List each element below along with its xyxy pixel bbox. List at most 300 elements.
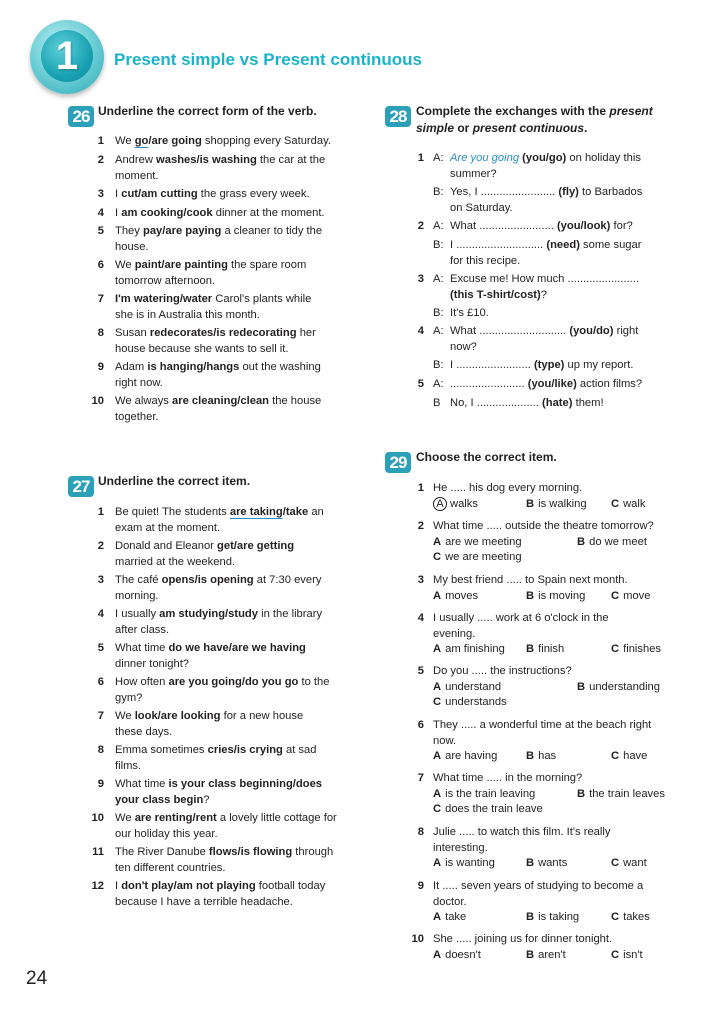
item-number: 2 [97,154,104,166]
text-segment: are cleaning/clean [172,395,270,407]
text-segment: tomorrow afternoon. [115,274,216,287]
exchange-text-cont [450,254,520,270]
text-segment: opens/is opening [161,574,254,586]
option-text: doesn't [445,948,481,961]
text-segment: are renting/rent [134,812,217,824]
text-segment: go [134,135,149,147]
text-segment: in the library [258,608,323,620]
item-number: 1 [97,135,104,147]
option-a [433,749,497,765]
item-text [115,845,333,861]
text-segment: redecorates/is redecorating [149,327,297,339]
option-c [611,948,643,964]
item-number: 2 [97,540,104,552]
exercise-28-badge: 28 [385,106,411,127]
option-text: takes [623,911,650,924]
exchange-text [450,377,642,393]
option-text: is walking [538,497,587,510]
option-text: moves [445,589,479,602]
option-text: is moving [538,589,586,602]
text-segment: (fly) [558,186,579,198]
text-segment: are you going/do you go [168,676,299,688]
option-c [611,642,661,658]
item-text-cont [115,376,163,392]
option-letter: C [611,948,620,961]
option-letter: C [433,551,442,564]
option-letter: B [526,857,535,870]
text-segment: through [292,846,334,858]
exercise-27-badge: 27 [68,476,94,497]
text-segment: are taking [229,506,283,518]
text-segment: The River Danube [115,846,209,858]
text-segment: shopping every Saturday. [201,135,331,147]
text-segment: at 7:30 every [253,574,322,586]
item-text-cont [115,725,172,741]
option-letter: A [433,948,442,961]
speaker: A: [433,273,444,285]
option-c [433,802,543,818]
question-text: doctor. [433,895,467,908]
item-number: 4 [417,325,424,337]
text-segment: summer? [450,167,497,180]
option-b [577,680,660,696]
item-number: 1 [417,482,424,494]
option-letter: B [526,948,535,961]
speaker: A: [433,325,444,337]
item-text-cont [115,274,215,290]
text-segment: How often [115,676,169,688]
text-segment: is hanging/hangs [147,361,240,373]
text-segment: house. [115,240,149,253]
option-letter: C [611,643,620,656]
text-segment: moment. [115,169,159,182]
text-segment: Susan [115,327,150,339]
speaker: B [433,397,441,409]
text-segment: on holiday this [566,152,641,164]
option-b [526,589,585,605]
text-segment: she is in Australia this month. [115,308,260,321]
item-text [115,394,321,410]
option-text: understands [445,696,507,709]
item-number: 3 [417,273,424,285]
text-segment: house because she wants to sell it. [115,342,289,355]
text-segment: these days. [115,725,173,738]
option-text: has [538,750,557,763]
text-segment: now? [450,340,477,353]
text-segment: Adam [115,361,148,373]
item-text-cont [115,308,260,324]
option-text: am finishing [445,643,505,656]
item-number: 5 [97,642,104,654]
text-segment: her [296,327,316,339]
text-segment: We [115,259,135,271]
item-number: 6 [97,259,104,271]
option-letter: B [526,643,535,656]
option-a [433,642,505,658]
option-letter: C [433,696,442,709]
item-text [115,153,325,169]
exchange-text [450,396,604,412]
option-b [526,948,566,964]
option-letter: C [611,857,620,870]
option-b [526,910,579,926]
text-segment: It's £10. [450,307,489,319]
text-segment: washes/is washing [156,154,257,166]
text-segment: action films? [576,378,643,390]
text-segment: don't play/am not playing [121,880,256,892]
option-letter: A [433,750,442,763]
text-segment: a cleaner to tidy the [221,225,323,237]
text-segment: We always [115,395,172,407]
text-segment: am cooking/cook [121,207,213,219]
item-text [115,641,306,657]
item-number: 3 [417,574,424,586]
item-number: 7 [417,772,424,784]
option-b [526,749,556,765]
speaker: B: [433,186,444,198]
text-segment: married at the weekend. [115,555,236,568]
option-letter: A [433,787,442,800]
option-letter: B [577,680,586,693]
item-number: 1 [417,152,424,164]
text-segment: because I have a terrible headache. [115,895,293,908]
option-text: are we meeting [445,535,522,548]
option-text: understand [445,680,502,693]
option-text: finish [538,643,565,656]
exchange-text-cont [450,340,477,356]
option-b [526,497,587,513]
option-a [433,589,478,605]
item-number: 4 [97,207,104,219]
text-segment: Carol's plants while [212,293,312,305]
text-segment: the car at the [256,154,326,166]
option-letter: B [526,497,535,510]
text-segment: What ............................ [450,325,570,337]
option-letter: A [433,857,442,870]
text-segment: the grass every week. [197,188,310,200]
item-number: 3 [97,188,104,200]
exchange-text [450,238,641,254]
item-number: 7 [97,710,104,722]
option-text: is wanting [445,857,495,870]
option-a [433,497,478,513]
item-number: 10 [91,395,104,407]
option-letter: A [433,535,442,548]
item-number: 1 [97,506,104,518]
text-segment: (need) [546,239,580,251]
item-text [115,743,316,759]
text-segment: get/are getting [217,540,295,552]
option-letter: C [611,750,620,763]
item-number: 9 [417,880,424,892]
text-segment: Excuse me! How much ....................... [450,273,639,285]
option-c [433,695,507,711]
item-number: 2 [417,520,424,532]
item-text-cont [115,169,159,185]
text-segment: The café [115,574,162,586]
item-number: 3 [97,574,104,586]
option-text: is taking [538,911,580,924]
item-number: 6 [97,676,104,688]
text-segment: out the washing [239,361,321,373]
option-letter: B [577,787,586,800]
exchange-text [450,272,639,288]
question-text: evening. [433,627,476,640]
option-letter: C [611,589,620,602]
text-segment: What time [115,642,169,654]
exchange-text-cont [450,288,547,304]
text-segment: Andrew [115,154,157,166]
item-number: 8 [417,826,424,838]
item-number: 5 [417,665,424,677]
exchange-text [450,185,642,201]
text-segment: Be quiet! The students [115,506,230,518]
text-segment: I [115,880,122,892]
item-text-cont [115,410,159,426]
option-c [611,856,647,872]
exercise-28-instruction [416,103,686,137]
item-number: 11 [92,846,104,858]
option-c [433,550,522,566]
text-segment: /are going [148,135,202,147]
question-text: What time ..... outside the theatre tomorrow? [433,520,654,532]
exchange-text [450,358,633,374]
unit-badge-inner [41,30,93,82]
text-segment: dinner at the moment. [212,207,325,219]
option-text: aren't [538,948,566,961]
option-letter: B [577,535,586,548]
option-c [611,589,650,605]
item-number: 8 [97,327,104,339]
text-segment: Yes, I ........................ [450,186,559,198]
text-segment: What time [115,778,169,790]
ex28-instr-e: present continuous [472,121,585,135]
option-text: walks [450,497,478,510]
unit-badge [30,20,104,94]
text-segment: to Barbados [578,186,643,198]
item-text-cont [115,589,159,605]
option-text: do we meet [589,535,647,548]
item-text [115,360,321,376]
text-segment: gym? [115,691,143,704]
question-text: They ..... a wonderful time at the beach right [433,719,652,731]
text-segment: (you/go) [522,152,567,164]
text-segment: What ........................ [450,220,557,232]
item-text-cont [115,691,142,707]
text-segment: them! [572,397,604,409]
text-segment: a lovely little cottage for [216,812,337,824]
text-segment: Donald and Eleanor [115,540,218,552]
option-text: understanding [589,680,661,693]
item-text-cont [115,895,293,911]
text-segment: for this recipe. [450,254,521,267]
text-segment: (you/look) [556,220,611,232]
circled-answer-letter: A [433,497,447,511]
option-text: have [623,750,648,763]
text-segment: your class begin [115,793,204,806]
item-number: 10 [411,933,424,945]
text-segment: They [115,225,143,237]
option-letter: A [433,643,442,656]
text-segment: dinner tonight? [115,657,190,670]
text-segment: the house [269,395,322,407]
option-text: wants [538,857,568,870]
ex28-instr-c: simple [416,121,455,135]
text-segment: I [115,207,122,219]
option-letter: B [526,750,535,763]
option-a [433,856,495,872]
exchange-text [450,151,641,167]
text-segment: right [613,325,639,337]
text-segment: the spare room [227,259,307,271]
option-letter: A [433,911,442,924]
item-number: 2 [417,220,424,232]
item-text [115,607,322,623]
option-letter: B [526,911,535,924]
item-text [115,573,321,589]
speaker: A: [433,220,444,232]
exchange-text-cont [450,167,497,183]
item-number: 9 [97,778,104,790]
text-segment: do we have/are we having [168,642,306,654]
item-text-cont [115,793,210,809]
exercise-26-instruction: Underline the correct form of the verb. [98,104,317,118]
option-c [611,749,647,765]
question-text: interesting. [433,841,488,854]
option-a [433,535,522,551]
item-text [115,675,330,691]
item-text-cont [115,861,226,877]
exchange-text [450,306,489,322]
text-segment: (this T-shirt/cost) [450,288,541,301]
page-title: Present simple vs Present continuous [114,50,422,69]
exchange-text-cont [450,201,513,217]
speaker: B: [433,359,444,371]
text-segment: films. [115,759,142,772]
question-text: She ..... joining us for dinner tonight. [433,933,613,945]
item-number: 9 [97,361,104,373]
text-segment: We [115,812,135,824]
text-segment: exam at the moment. [115,521,221,534]
text-segment: ten different countries. [115,861,226,874]
option-letter: B [526,589,535,602]
item-number: 5 [417,378,424,390]
item-text-cont [115,555,235,571]
item-text-cont [115,240,149,256]
option-a [433,948,481,964]
text-segment: to the [298,676,330,688]
page-number: 24 [26,968,48,989]
text-segment: for a new house [220,710,304,722]
text-segment: together. [115,410,159,423]
option-b [577,787,665,803]
item-text [115,539,294,555]
item-text-cont [115,521,220,537]
item-text-cont [115,657,189,673]
option-letter: A [433,680,442,693]
item-number: 5 [97,225,104,237]
unit-number: 1 [55,34,79,78]
text-segment: ? [203,793,210,806]
option-b [526,856,567,872]
option-letter: C [611,911,620,924]
text-segment: (hate) [542,397,573,409]
option-text: the train leaves [589,787,665,800]
text-segment: some sugar [579,239,642,251]
text-segment: is your class beginning/does [168,778,323,790]
question-text: Julie ..... to watch this film. It's really [433,826,611,838]
item-text [115,292,311,308]
text-segment: Emma sometimes [115,744,208,756]
option-a [433,910,466,926]
text-segment: cut/am cutting [121,188,198,200]
item-text [115,505,324,521]
text-segment: Are you going [450,152,520,164]
text-segment: I ........................ [450,359,534,371]
item-text [115,811,337,827]
text-segment: /take [282,506,309,518]
ex28-instr-d: or [454,121,473,135]
option-letter: A [433,589,442,602]
text-segment: after class. [115,623,170,636]
text-segment: I [115,188,122,200]
item-number: 6 [417,719,424,731]
text-segment: for? [610,220,633,232]
ex28-instr-a: Complete the exchanges with the [416,104,610,118]
question-text: It ..... seven years of studying to become a [433,880,644,892]
option-letter: C [433,803,442,816]
text-segment: at sad [282,744,317,756]
text-segment: pay/are paying [142,225,222,237]
text-segment: up my report. [564,359,634,371]
option-text: walk [623,497,646,510]
option-c [611,497,645,513]
option-text: isn't [623,948,643,961]
item-text [115,879,325,895]
text-segment: an [308,506,324,518]
option-letter: C [611,497,620,510]
text-segment: I ............................ [450,239,547,251]
ex28-instr-f: . [584,121,588,135]
text-segment: right now. [115,376,163,389]
item-number: 12 [91,880,104,892]
exercise-27-instruction: Underline the correct item. [98,474,251,488]
item-text [115,777,322,793]
question-text: My best friend ..... to Spain next month. [433,574,628,586]
option-text: finishes [623,643,662,656]
option-b [526,642,564,658]
option-text: are having [445,750,498,763]
item-text [115,206,325,222]
text-segment: am studying/study [159,608,258,620]
item-number: 7 [97,293,104,305]
ex28-instr-b: present [609,104,653,118]
speaker: B: [433,307,444,319]
option-text: want [623,857,647,870]
text-segment: I usually [115,608,160,620]
exchange-text [450,324,638,340]
text-segment: paint/are painting [134,259,228,271]
item-number: 4 [417,612,424,624]
text-segment: (type) [533,359,565,371]
text-segment: (you/like) [527,378,577,390]
text-segment: No, I .................... [450,397,543,409]
item-text-cont [115,623,169,639]
question-text: now. [433,734,457,747]
exchange-text [450,219,633,235]
item-number: 10 [91,812,104,824]
item-text [115,134,331,150]
